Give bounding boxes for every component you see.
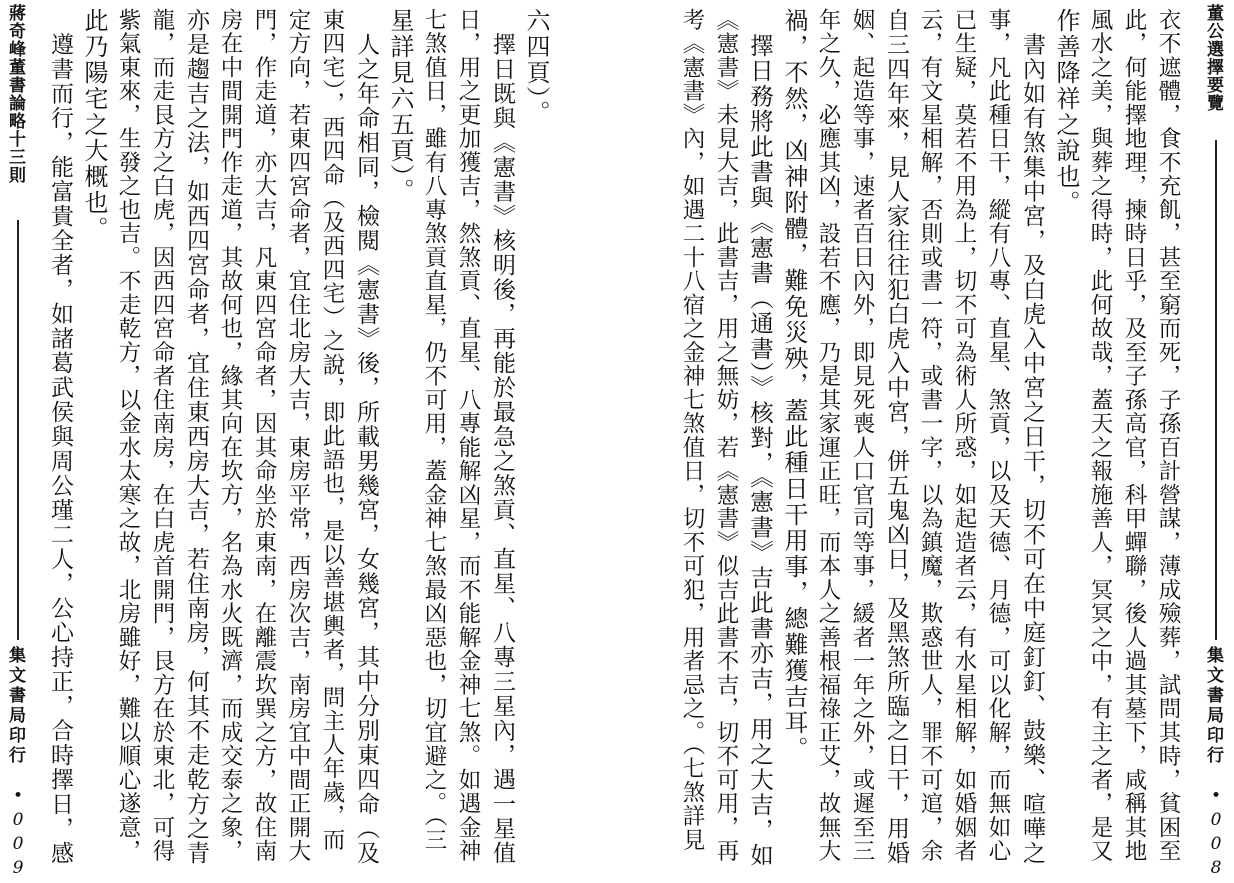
text-column: 書內如有煞集中宮，及白虎入中宮之日干，切不可在中庭釘釘、鼓樂、喧嘩之 — [1019, 8, 1045, 866]
text-column: 東四宅），西四命（及西四宅）之說，即此語也，是以善堪輿者，問主人年歲，而 — [319, 8, 345, 852]
right-running-title: 董公選擇要覽 — [1203, 4, 1223, 112]
text-column: 星詳見六五頁）。 — [386, 8, 414, 204]
right-header-rule — [1215, 140, 1217, 640]
text-column: 考《憲書》內，如遇二十八宿之金神七煞值日，切不可犯，用者忌之。（七煞詳見 — [679, 8, 705, 852]
text-column: 定方向，若東四宮命者，宜住北房大吉，東房平常，西房次吉，南房宜中間正開大 — [285, 8, 311, 863]
text-column: 房在中間開門作走道，其故何也，緣其向在坎方，名為水火既濟，而成交泰之象， — [217, 8, 243, 863]
right-publisher-imprint: 集文書局印行 — [1203, 646, 1223, 766]
text-column: 姻、起造等事，速者百日內外，即見死喪人口官司等事，緩者一年之外，或遲至三 — [849, 8, 875, 863]
text-column: 擇日既與《憲書》核明後，再能於最急之煞貢、直星、八專三星內，遇一星值 — [489, 8, 515, 866]
right-page — [668, 0, 1234, 883]
text-column: 《憲書》未見大吉，此書吉，用之無妨，若《憲書》似吉此書不吉，切不可用，再 — [713, 8, 739, 863]
text-column: 衣不遮體，食不充飢，甚至窮而死，子孫百計營謀，薄成殮葬，試問其時，貧困至 — [1155, 8, 1181, 863]
left-running-title: 蔣奇峰董書論略十三則 — [5, 4, 25, 184]
text-column: 事，凡此種日干，縱有八專、直星、煞貢，以及天德、月德，可以化解，而無如心 — [985, 8, 1011, 863]
text-column: 門，作走道，亦大吉，凡東四宮命者，因其命坐於東南，在離震坎巽之方，故住南 — [251, 8, 277, 863]
left-page — [0, 0, 560, 883]
left-page-number: •009 — [8, 786, 28, 882]
text-column: 七煞值日，雖有八專煞貢直星，仍不可用，蓋金神七煞最凶惡也，切宜避之。（三 — [421, 8, 447, 852]
text-column: 日，用之更加獲吉，然煞貢、直星、八專能解凶星，而不能解金神七煞。如遇金神 — [455, 8, 481, 863]
text-column: 禍，不然，凶神附體，難免災殃，蓋此種日干用事，總難獲吉耳。 — [780, 8, 808, 762]
text-column: 此乃陽宅之大概也。 — [80, 8, 108, 242]
text-column: 人之年命相同，檢閱《憲書》後，所載男幾宮，女幾宮，其中分別東四命（及 — [353, 8, 379, 866]
text-column: 龍，而走艮方之白虎，因西四宮命者住南房，在白虎首開門，艮方在於東北，可得 — [149, 8, 175, 863]
text-column: 作善降祥之說也。 — [1052, 8, 1080, 216]
text-column: 遵書而行，能富貴全者，如諸葛武侯與周公瑾二人，公心持正，合時擇日，感 — [47, 8, 73, 866]
text-column: 年之久，必應其凶，設若不應，乃是其家運正旺，而本人之善根福祿正艾，故無大 — [815, 8, 841, 863]
text-column: 自三四年來，見人家往往犯白虎入中宮，併五鬼凶日，及黑煞所臨之日干，用婚 — [883, 8, 909, 866]
page-gutter — [560, 0, 668, 883]
text-column: 此，何能擇地理，揀時日乎，及至子孫高官，科甲蟬聯，後人過其墓下，咸稱其地 — [1121, 8, 1147, 863]
left-publisher-imprint: 集文書局印行 — [5, 646, 25, 766]
text-column: 紫氣東來，生發之也吉。不走乾方，以金水太寒之故，北房雖好，難以順心遂意， — [115, 8, 141, 863]
right-page-number: •008 — [1206, 786, 1226, 882]
text-column: 擇日務將此書與《憲書（通書）》核對，《憲書》吉此書亦吉，用之大吉，如 — [746, 8, 774, 869]
text-column: 風水之美，與葬之得時，此何故哉，蓋天之報施善人，冥冥之中，有主之者，是又 — [1087, 8, 1113, 863]
text-column: 亦是趨吉之法，如西四宮命者，宜住東西房大吉，若住南房，何其不走乾方之青 — [183, 8, 209, 866]
text-column: 云，有文星相解，否則或書一符，或書一字，以為鎮魔，欺惑世人，罪不可逭，余 — [917, 8, 943, 863]
left-header-rule — [17, 220, 19, 640]
text-column: 六四頁）。 — [522, 8, 550, 126]
text-column: 已生疑，莫若不用為上，切不可為術人所惑，如起造者云，有水星相解，如婚姻者 — [951, 8, 977, 863]
